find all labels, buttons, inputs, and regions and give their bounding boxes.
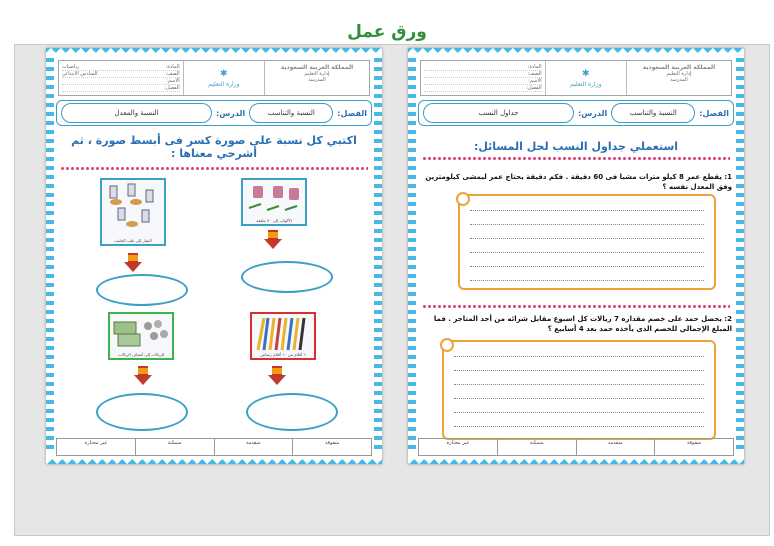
decorative-border	[46, 58, 54, 454]
worksheet-left	[46, 48, 382, 464]
ministry-logo: المملكة العربية السعودية	[642, 64, 716, 71]
subject-label: المادة:	[165, 64, 180, 70]
arrow-down-icon	[268, 366, 286, 390]
decorative-border	[46, 48, 382, 58]
dotted-divider	[422, 304, 730, 309]
answer-oval[interactable]	[96, 274, 188, 306]
worksheet-header	[420, 60, 732, 96]
grade-label: الصف:	[527, 71, 542, 77]
footer-level: متقدمة	[214, 439, 293, 455]
admin-label: إدارة التعليم	[666, 71, 692, 77]
worksheet-right	[408, 48, 744, 464]
school-label: المدرسة	[308, 77, 326, 83]
lesson-value: جداول النسب	[423, 103, 574, 123]
problem-text: 2: يحصل حمد على خصم مقداره 7 ريالات كل اسبوع مقابل شرائه من أحد المتاجر . فما المبلغ الإجمالي للخصم الذى يأخذه حمد بعد 4 أسابيع ؟	[433, 315, 732, 333]
chapter-value: النسبة والتناسب	[611, 103, 695, 123]
question-heading: اكتبي كل نسبة على صورة كسر فى أبسط صورة ، ثم أشرحي معناها :	[71, 134, 357, 160]
picture-caption: ٦ أقلام من ١٠ أقلام رصاص	[260, 352, 306, 357]
question-heading: استعملي جداول النسب لحل المسائل:	[473, 140, 679, 153]
grade-value: السادس الابتدائي	[62, 71, 98, 77]
picture-milk-dates	[100, 178, 166, 246]
picture-caption: الريالات إلى أنصاف الريالات	[117, 352, 165, 357]
school-label: المدرسة	[670, 77, 688, 83]
scroll-decoration	[456, 192, 470, 206]
arrow-down-icon	[264, 230, 282, 254]
class-label: الفصل:	[164, 85, 180, 91]
money-icon	[110, 314, 172, 354]
footer-level: متفوقة	[292, 439, 371, 455]
grade-label: الصف:	[165, 71, 180, 77]
answer-box[interactable]	[442, 340, 716, 440]
class-label: الفصل:	[526, 85, 542, 91]
footer-level: غير مجتازة	[84, 440, 108, 446]
ministry-logo: المملكة العربية السعودية	[280, 64, 354, 71]
lesson-bar	[56, 100, 372, 126]
answer-box[interactable]	[458, 194, 716, 290]
worksheet-header	[58, 60, 370, 96]
picture-pencils	[250, 312, 316, 360]
footer-level: متفوقة	[654, 439, 733, 455]
assessment-footer	[56, 438, 372, 456]
footer-level: غير مجتازة	[446, 440, 470, 446]
footer-level: متمكنة	[135, 439, 214, 455]
chapter-value: النسبة والتناسب	[249, 103, 333, 123]
picture-money	[108, 312, 174, 360]
moe-logo-icon: ✱	[220, 68, 228, 79]
name-label: الاسم:	[528, 78, 542, 84]
footer-level: متمكنة	[497, 439, 576, 455]
moe-logo-icon: ✱	[582, 68, 590, 79]
chapter-label: الفصل:	[337, 108, 367, 118]
dotted-divider	[60, 166, 368, 171]
scroll-decoration	[440, 338, 454, 352]
decorative-border	[408, 48, 744, 58]
cups-spoons-icon	[243, 180, 305, 220]
ministry-name: وزارة التعليم	[208, 80, 240, 88]
answer-oval[interactable]	[246, 393, 338, 431]
dotted-divider	[422, 156, 730, 161]
ministry-name: وزارة التعليم	[570, 80, 602, 88]
subject-value: رياضيات	[62, 64, 80, 70]
admin-label: إدارة التعليم	[304, 71, 330, 77]
lesson-bar	[418, 100, 734, 126]
subject-label: المادة:	[527, 64, 542, 70]
lesson-value: النسبة والمعدل	[61, 103, 212, 123]
decorative-border	[408, 58, 416, 454]
lesson-label: الدرس:	[578, 108, 608, 118]
name-label: الاسم:	[166, 78, 180, 84]
decorative-border	[736, 58, 744, 454]
picture-cups-spoons	[241, 178, 307, 226]
decorative-border	[374, 58, 382, 454]
page-title: ورق عمل	[347, 22, 427, 42]
chapter-label: الفصل:	[699, 108, 729, 118]
assessment-footer	[418, 438, 734, 456]
answer-oval[interactable]	[96, 393, 188, 431]
milk-dates-icon	[102, 180, 164, 236]
pencils-icon	[252, 314, 314, 354]
problem-text: 1: يقطع عمر 8 كيلو مترات مشيا فى 60 دقيقة . فكم دقيقة يحتاج عمر ليمشى كيلومترين وفق المعدل نفسه ؟	[425, 173, 732, 191]
lesson-label: الدرس:	[216, 108, 246, 118]
picture-caption: الأكواب إلى ٧٠ ملعقة	[256, 218, 292, 223]
footer-level: متقدمة	[576, 439, 655, 455]
answer-oval[interactable]	[241, 261, 333, 293]
picture-caption: التمار إلى علب الحليب	[114, 238, 152, 243]
arrow-down-icon	[134, 366, 152, 390]
